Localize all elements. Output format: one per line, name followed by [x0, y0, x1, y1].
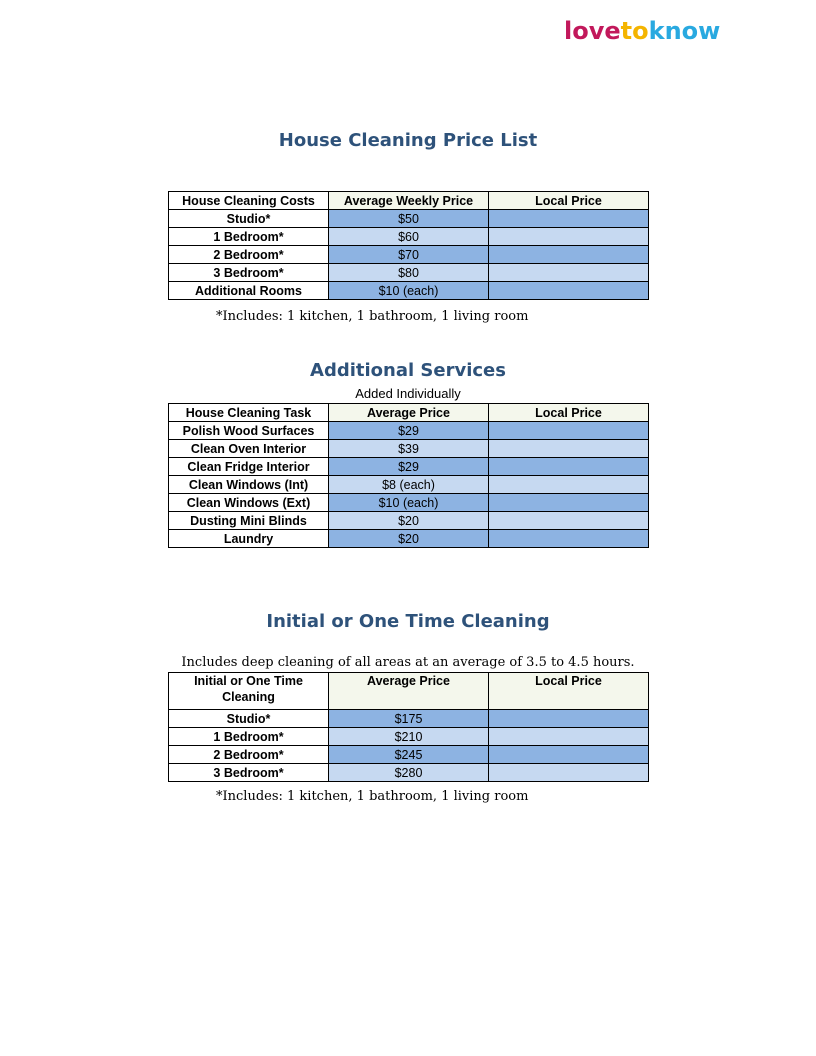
row-price: $60 — [329, 228, 489, 246]
column-header-cleaning: Initial or One Time Cleaning — [169, 673, 329, 710]
table-row — [169, 458, 649, 476]
row-price: $20 — [329, 530, 489, 548]
row-price: $10 (each) — [329, 494, 489, 512]
row-label: 3 Bedroom* — [169, 764, 329, 782]
table-row — [169, 264, 649, 282]
table-row — [169, 746, 649, 764]
row-price: $50 — [329, 210, 489, 228]
row-label: Laundry — [169, 530, 329, 548]
table-row — [169, 764, 649, 782]
row-label: 2 Bedroom* — [169, 246, 329, 264]
column-header-average: Average Price — [329, 404, 489, 422]
row-price: $8 (each) — [329, 476, 489, 494]
row-label: Polish Wood Surfaces — [169, 422, 329, 440]
row-price: $210 — [329, 728, 489, 746]
row-local-price[interactable] — [489, 494, 649, 512]
column-header-costs: House Cleaning Costs — [169, 192, 329, 210]
table-header-row — [169, 404, 649, 422]
table-row — [169, 440, 649, 458]
table-header-row — [169, 192, 649, 210]
row-local-price[interactable] — [489, 422, 649, 440]
column-header-local: Local Price — [489, 192, 649, 210]
row-local-price[interactable] — [489, 710, 649, 728]
row-price: $29 — [329, 422, 489, 440]
row-local-price[interactable] — [489, 440, 649, 458]
table-row — [169, 530, 649, 548]
row-local-price[interactable] — [489, 458, 649, 476]
row-price: $29 — [329, 458, 489, 476]
lovetoknow-logo — [564, 16, 720, 46]
column-header-task: House Cleaning Task — [169, 404, 329, 422]
one-time-cleaning-table — [168, 672, 649, 782]
row-label: Clean Windows (Int) — [169, 476, 329, 494]
table-row — [169, 422, 649, 440]
section2-title: Additional Services — [310, 360, 506, 381]
row-local-price[interactable] — [489, 476, 649, 494]
section2-subtitle: Added Individually — [355, 386, 461, 401]
row-price: $280 — [329, 764, 489, 782]
row-label: Studio* — [169, 210, 329, 228]
row-label: 1 Bedroom* — [169, 728, 329, 746]
column-header-average: Average Price — [329, 673, 489, 710]
row-local-price[interactable] — [489, 282, 649, 300]
row-local-price[interactable] — [489, 512, 649, 530]
table-row — [169, 282, 649, 300]
table-row — [169, 246, 649, 264]
table-header-row — [169, 673, 649, 710]
row-price: $80 — [329, 264, 489, 282]
row-price: $39 — [329, 440, 489, 458]
table-row — [169, 228, 649, 246]
row-price: $10 (each) — [329, 282, 489, 300]
row-label: 2 Bedroom* — [169, 746, 329, 764]
row-label: Clean Fridge Interior — [169, 458, 329, 476]
table-row — [169, 210, 649, 228]
row-label: Clean Windows (Ext) — [169, 494, 329, 512]
house-cleaning-price-table — [168, 191, 649, 300]
column-header-average: Average Weekly Price — [329, 192, 489, 210]
row-local-price[interactable] — [489, 210, 649, 228]
table-row — [169, 494, 649, 512]
row-label: 3 Bedroom* — [169, 264, 329, 282]
logo-part-know: know — [648, 17, 721, 45]
logo-part-to: to — [620, 17, 649, 45]
section3-title: Initial or One Time Cleaning — [266, 611, 550, 632]
table-row — [169, 710, 649, 728]
column-header-local: Local Price — [489, 404, 649, 422]
section1-footnote: *Includes: 1 kitchen, 1 bathroom, 1 living room — [216, 309, 529, 324]
row-local-price[interactable] — [489, 746, 649, 764]
row-local-price[interactable] — [489, 764, 649, 782]
row-local-price[interactable] — [489, 530, 649, 548]
section1-title: House Cleaning Price List — [278, 130, 538, 151]
column-header-local: Local Price — [489, 673, 649, 710]
row-price: $20 — [329, 512, 489, 530]
row-price: $70 — [329, 246, 489, 264]
row-label: 1 Bedroom* — [169, 228, 329, 246]
row-label: Studio* — [169, 710, 329, 728]
logo-part-love: love — [564, 17, 621, 45]
row-local-price[interactable] — [489, 228, 649, 246]
table-row — [169, 512, 649, 530]
row-label: Dusting Mini Blinds — [169, 512, 329, 530]
row-price: $245 — [329, 746, 489, 764]
row-price: $175 — [329, 710, 489, 728]
row-local-price[interactable] — [489, 728, 649, 746]
table-row — [169, 728, 649, 746]
row-local-price[interactable] — [489, 264, 649, 282]
table-row — [169, 476, 649, 494]
section3-footnote: *Includes: 1 kitchen, 1 bathroom, 1 living room — [216, 789, 529, 804]
row-label: Clean Oven Interior — [169, 440, 329, 458]
additional-services-table — [168, 403, 649, 548]
section3-subtitle: Includes deep cleaning of all areas at an average of 3.5 to 4.5 hours. — [181, 655, 635, 670]
row-label: Additional Rooms — [169, 282, 329, 300]
row-local-price[interactable] — [489, 246, 649, 264]
